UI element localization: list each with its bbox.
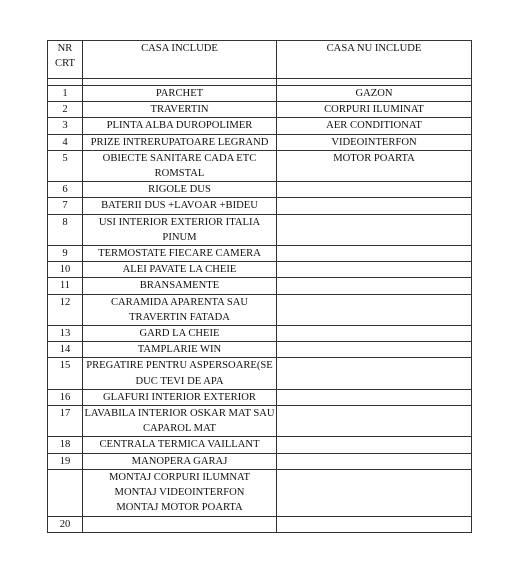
exclude-cell: CORPURI ILUMINAT	[277, 102, 472, 118]
table-row	[48, 198, 472, 214]
table-row	[48, 102, 472, 118]
row-number: 14	[48, 342, 83, 358]
table-row	[48, 453, 472, 469]
table-row	[48, 406, 472, 437]
exclude-cell	[277, 342, 472, 358]
include-cell	[83, 469, 277, 516]
row-number: 3	[48, 118, 83, 134]
table-row	[48, 150, 472, 181]
include-cell: OBIECTE SANITARE CADA ETC ROMSTAL	[83, 150, 277, 181]
exclude-cell	[277, 469, 472, 516]
exclude-cell	[277, 214, 472, 245]
row-number: 8	[48, 214, 83, 245]
header-casa-include: CASA INCLUDE	[83, 41, 277, 79]
table-row	[48, 437, 472, 453]
exclude-cell	[277, 437, 472, 453]
include-cell: PARCHET	[83, 86, 277, 102]
table-row	[48, 342, 472, 358]
row-number: 1	[48, 86, 83, 102]
row-number: 9	[48, 246, 83, 262]
exclude-cell: GAZON	[277, 86, 472, 102]
row-number: 18	[48, 437, 83, 453]
row-number: 16	[48, 389, 83, 405]
row-number: 2	[48, 102, 83, 118]
include-cell: LAVABILA INTERIOR OSKAR MAT SAU CAPAROL MAT	[83, 406, 277, 437]
table-row	[48, 278, 472, 294]
row-number	[48, 469, 83, 516]
include-line: MONTAJ VIDEOINTERFON	[114, 487, 245, 499]
include-line: MONTAJ CORPURI ILUMNAT	[109, 471, 250, 483]
include-cell: RIGOLE DUS	[83, 182, 277, 198]
exclude-cell	[277, 182, 472, 198]
table-row	[48, 246, 472, 262]
exclude-cell: VIDEOINTERFON	[277, 134, 472, 150]
include-cell: TERMOSTATE FIECARE CAMERA	[83, 246, 277, 262]
include-cell: PREGATIRE PENTRU ASPERSOARE(SE DUC TEVI DE APA	[83, 358, 277, 389]
row-number: 5	[48, 150, 83, 181]
table-row	[48, 389, 472, 405]
table-row	[48, 358, 472, 389]
include-cell: BATERII DUS +LAVOAR +BIDEU	[83, 198, 277, 214]
table-row	[48, 118, 472, 134]
table-header-row	[48, 41, 472, 79]
include-line: MONTAJ MOTOR POARTA	[116, 502, 243, 514]
row-number: 15	[48, 358, 83, 389]
include-cell: CENTRALA TERMICA VAILLANT	[83, 437, 277, 453]
row-number: 13	[48, 326, 83, 342]
include-cell: CARAMIDA APARENTA SAU TRAVERTIN FATADA	[83, 294, 277, 325]
include-cell: TAMPLARIE WIN	[83, 342, 277, 358]
exclude-cell	[277, 516, 472, 532]
include-cell: BRANSAMENTE	[83, 278, 277, 294]
exclude-cell	[277, 262, 472, 278]
include-cell: GLAFURI INTERIOR EXTERIOR	[83, 389, 277, 405]
exclude-cell: AER CONDITIONAT	[277, 118, 472, 134]
exclude-cell	[277, 389, 472, 405]
exclude-cell	[277, 326, 472, 342]
table-row	[48, 262, 472, 278]
row-number: 10	[48, 262, 83, 278]
table-row	[48, 214, 472, 245]
house-inclusions-table	[47, 40, 472, 533]
include-cell: TRAVERTIN	[83, 102, 277, 118]
table-row	[48, 469, 472, 516]
include-cell: PLINTA ALBA DUROPOLIMER	[83, 118, 277, 134]
exclude-cell	[277, 278, 472, 294]
exclude-cell	[277, 453, 472, 469]
table-row	[48, 326, 472, 342]
include-cell: USI INTERIOR EXTERIOR ITALIA PINUM	[83, 214, 277, 245]
row-number: 20	[48, 516, 83, 532]
row-number: 6	[48, 182, 83, 198]
exclude-cell	[277, 294, 472, 325]
table-row	[48, 516, 472, 532]
spacer-row	[48, 79, 472, 86]
exclude-cell	[277, 198, 472, 214]
row-number: 4	[48, 134, 83, 150]
row-number: 12	[48, 294, 83, 325]
header-nr-crt: NR CRT	[48, 41, 83, 79]
row-number: 11	[48, 278, 83, 294]
include-cell	[83, 516, 277, 532]
include-cell: PRIZE INTRERUPATOARE LEGRAND	[83, 134, 277, 150]
table-row	[48, 294, 472, 325]
include-cell: GARD LA CHEIE	[83, 326, 277, 342]
table-row	[48, 182, 472, 198]
exclude-cell	[277, 406, 472, 437]
include-cell: ALEI PAVATE LA CHEIE	[83, 262, 277, 278]
table-row	[48, 86, 472, 102]
row-number: 17	[48, 406, 83, 437]
exclude-cell	[277, 358, 472, 389]
include-cell: MANOPERA GARAJ	[83, 453, 277, 469]
row-number: 19	[48, 453, 83, 469]
header-casa-nu-include: CASA NU INCLUDE	[277, 41, 472, 79]
row-number: 7	[48, 198, 83, 214]
exclude-cell: MOTOR POARTA	[277, 150, 472, 181]
table-row	[48, 134, 472, 150]
exclude-cell	[277, 246, 472, 262]
document-page	[47, 40, 472, 533]
